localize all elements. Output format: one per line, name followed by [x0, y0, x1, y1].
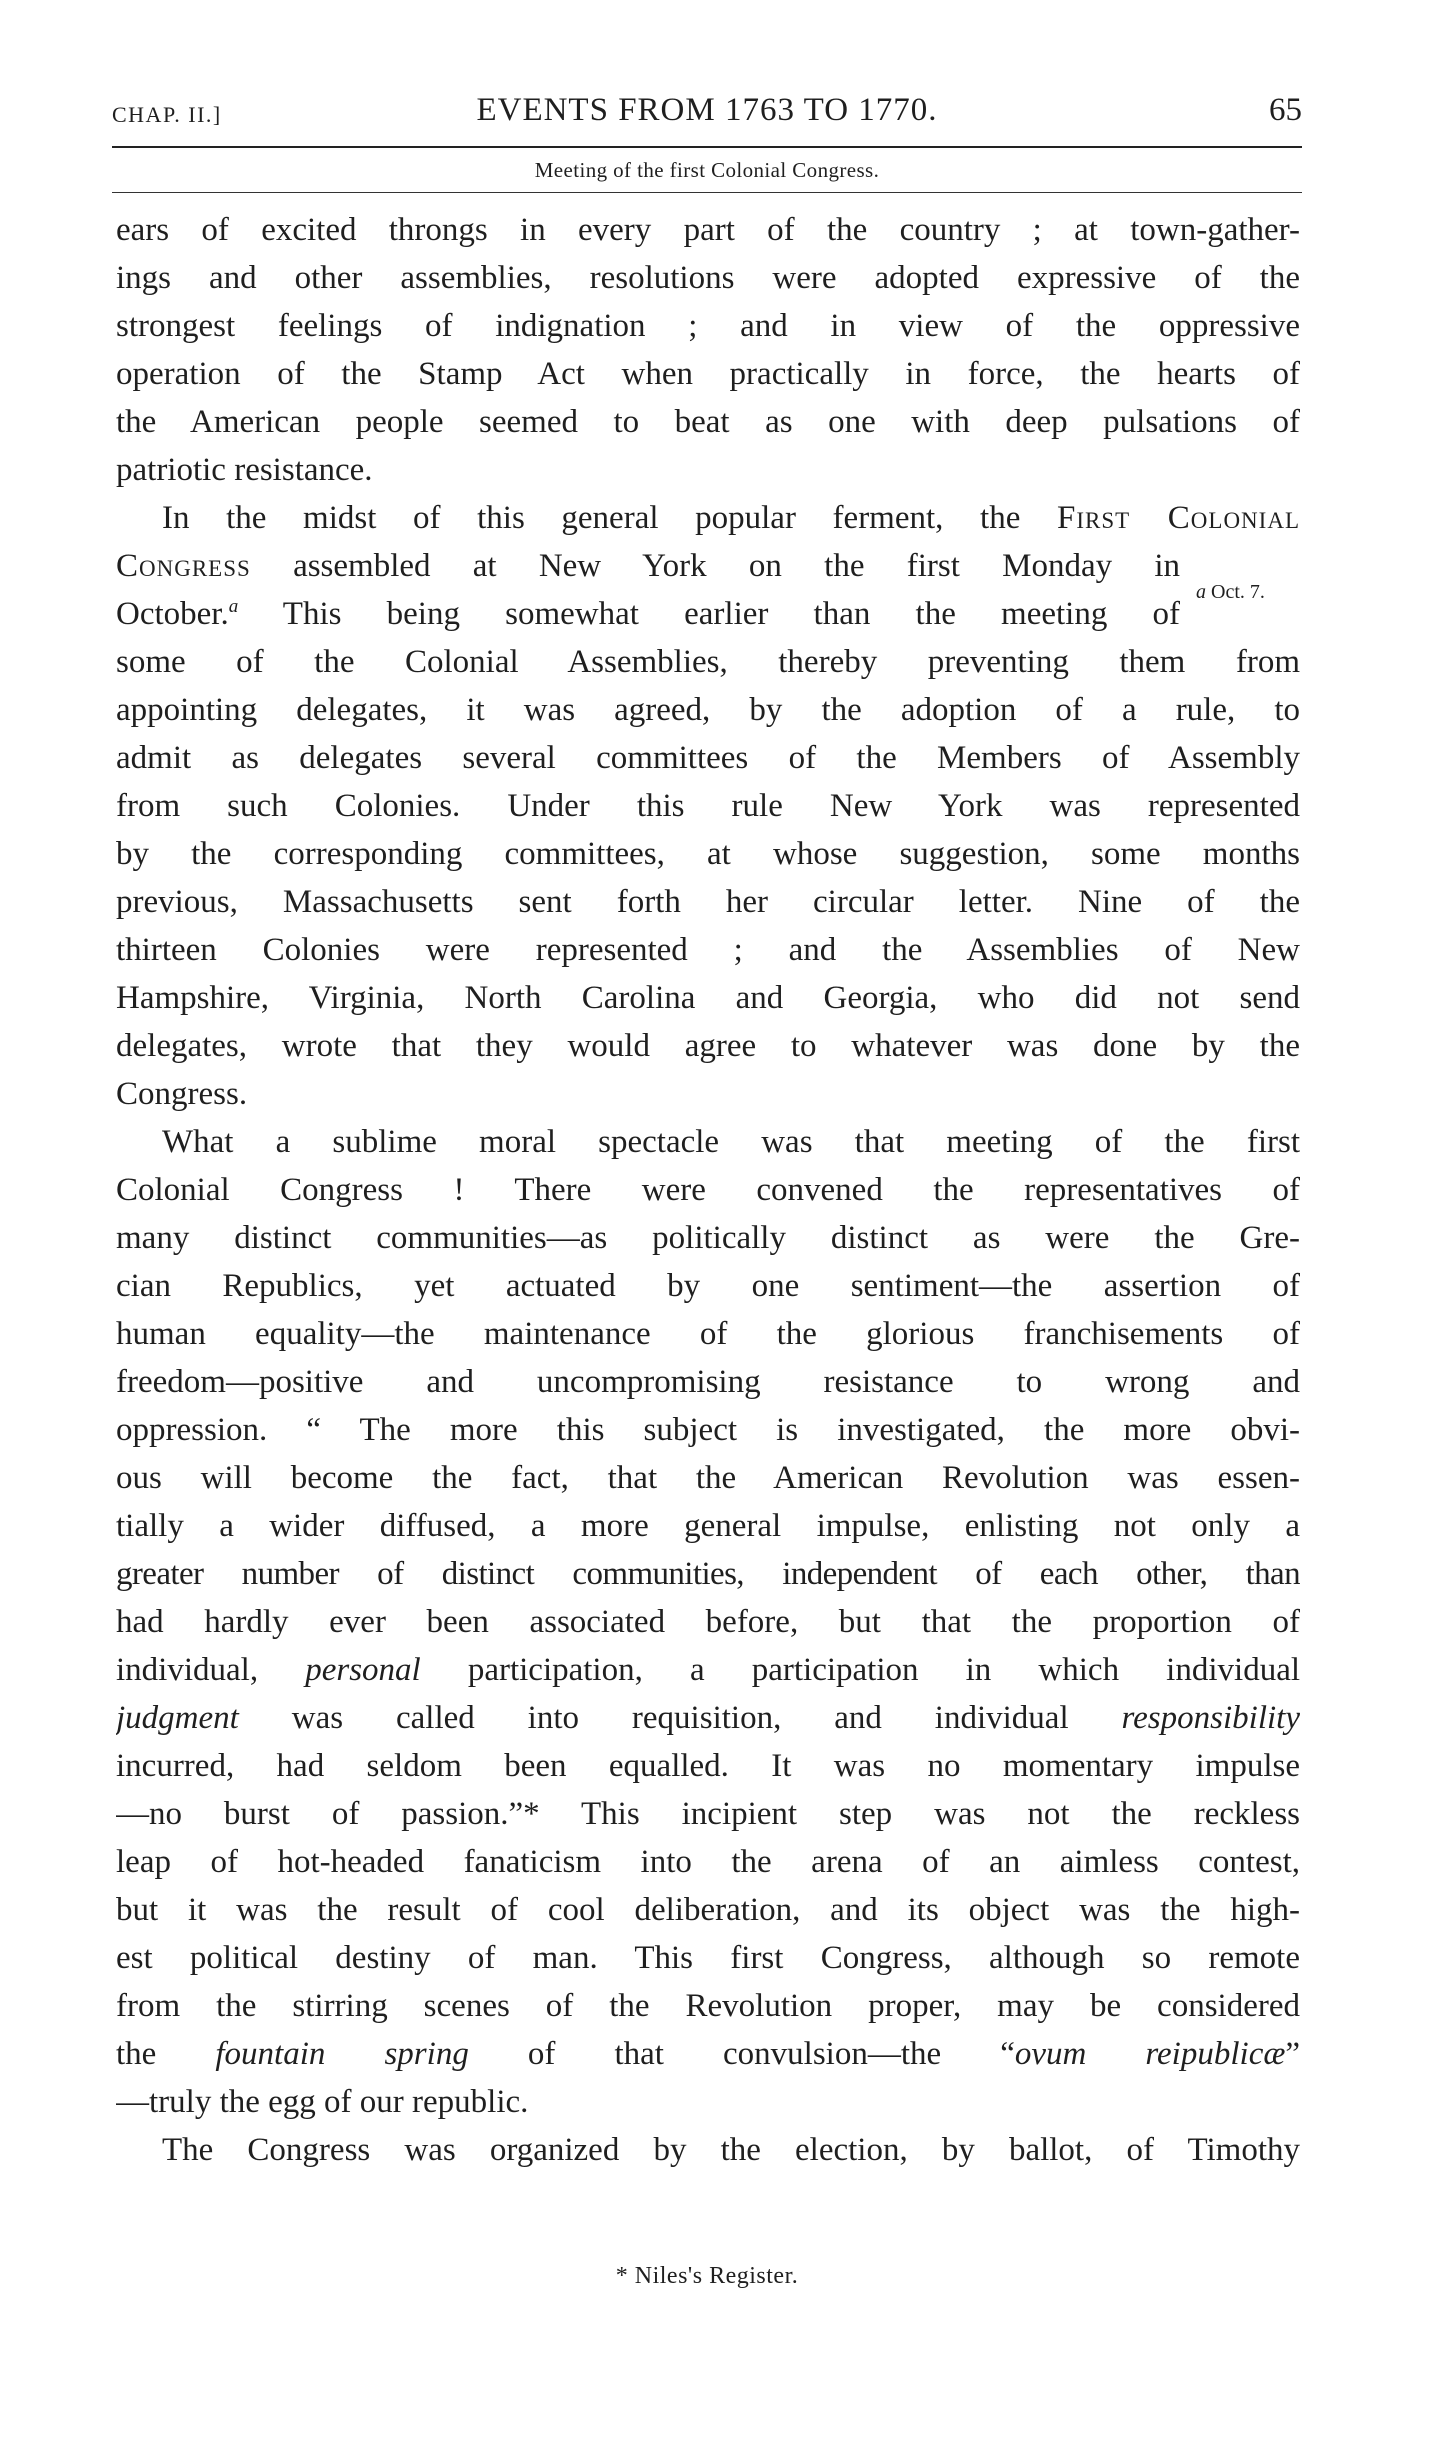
section-subheading: Meeting of the first Colonial Congress.	[534, 158, 880, 182]
text-line	[116, 2030, 1300, 2078]
text-run: ”	[1285, 2036, 1300, 2072]
text-line: ears of excited throngs in every part of the country ; at town-gather-	[116, 212, 1300, 248]
text-line: tially a wider diffused, a more general impulse, enlisting not only a	[116, 1508, 1300, 1544]
text-line: ous will become the fact, that the American Revolution was essen-	[116, 1460, 1300, 1496]
text-run: individual,	[116, 1652, 306, 1688]
italic-run: ovum reipublicæ	[1014, 2036, 1286, 2072]
text-run: of that convulsion—the “	[468, 2036, 1015, 2072]
text-line: Congress.	[116, 1076, 248, 1112]
body-text	[116, 206, 1300, 2174]
text-line: ings and other assemblies, resolutions were adopted expressive of the	[116, 260, 1300, 296]
text-line: but it was the result of cool deliberation, and its object was the high-	[116, 1892, 1300, 1928]
text-line	[116, 1646, 1300, 1694]
text-line: admit as delegates several committees of the Members of Assembly	[116, 740, 1300, 776]
italic-run: responsibility	[1121, 1700, 1300, 1736]
text-line: from such Colonies. Under this rule New York was represented	[116, 788, 1300, 824]
text-line: patriotic resistance.	[116, 452, 373, 488]
text-line: greater number of distinct communities, independent of each other, than	[116, 1556, 1300, 1592]
margin-note-text: Oct. 7.	[1211, 581, 1265, 603]
text-line: freedom—positive and uncompromising resistance to wrong and	[116, 1364, 1300, 1400]
text-line: thirteen Colonies were represented ; and the Assemblies of New	[116, 932, 1300, 968]
text-line: leap of hot-headed fanaticism into the arena of an aimless contest,	[116, 1844, 1300, 1880]
page-number: 65	[1269, 92, 1302, 128]
text-line: human equality—the maintenance of the glorious franchisements of	[116, 1316, 1300, 1352]
text-line: appointing delegates, it was agreed, by the adoption of a rule, to	[116, 692, 1300, 728]
text-line: Colonial Congress ! There were convened the representatives of	[116, 1172, 1300, 1208]
text-line: delegates, wrote that they would agree to whatever was done by the	[116, 1028, 1300, 1064]
text-run: This being somewhat earlier than the meeting of	[238, 596, 1180, 632]
text-line: cian Republics, yet actuated by one sentiment—the assertion of	[116, 1268, 1300, 1304]
text-run: the	[116, 2036, 216, 2072]
margin-note-marker: a	[1196, 581, 1206, 603]
text-run: October.	[116, 596, 229, 632]
text-run: was called into requisition, and individual	[238, 1700, 1122, 1736]
text-line	[116, 494, 1300, 542]
text-run: In the midst of this general popular ferment, the	[162, 500, 1057, 536]
text-line: had hardly ever been associated before, but that the proportion of	[116, 1604, 1300, 1640]
text-line: operation of the Stamp Act when practically in force, the hearts of	[116, 356, 1300, 392]
chapter-label: CHAP. II.]	[112, 102, 222, 127]
footnote: * Niles's Register.	[615, 2263, 799, 2289]
text-line	[116, 590, 1300, 638]
text-line: strongest feelings of indignation ; and in view of the oppressive	[116, 308, 1300, 344]
text-run: participation, a participation in which individual	[420, 1652, 1300, 1688]
text-line: What a sublime moral spectacle was that meeting of the first	[162, 1124, 1300, 1160]
text-line: by the corresponding committees, at whose suggestion, some months	[116, 836, 1300, 872]
small-caps-run: First Colonial	[1056, 500, 1300, 536]
text-line	[116, 1694, 1300, 1742]
text-line: Hampshire, Virginia, North Carolina and Georgia, who did not send	[116, 980, 1300, 1016]
header-rule	[112, 146, 1302, 148]
text-line: —truly the egg of our republic.	[116, 2084, 529, 2120]
text-line: est political destiny of man. This first Congress, although so remote	[116, 1940, 1300, 1976]
running-header	[112, 92, 1302, 138]
text-run: assembled at New York on the first Monday in	[250, 548, 1180, 584]
footnote-reference: a	[228, 596, 239, 617]
text-line: from the stirring scenes of the Revolution proper, may be considered	[116, 1988, 1300, 2024]
italic-run: fountain spring	[215, 2036, 469, 2072]
text-line: incurred, had seldom been equalled. It was no momentary impulse	[116, 1748, 1300, 1784]
subheading-rule	[112, 192, 1302, 193]
text-line: —no burst of passion.”* This incipient step was not the reckless	[116, 1796, 1300, 1832]
italic-run: personal	[305, 1652, 421, 1688]
text-line: oppression. “ The more this subject is investigated, the more obvi-	[116, 1412, 1300, 1448]
text-line: The Congress was organized by the election, by ballot, of Timothy	[162, 2132, 1300, 2168]
text-line: many distinct communities—as politically distinct as were the Gre-	[116, 1220, 1300, 1256]
text-line: some of the Colonial Assemblies, thereby preventing them from	[116, 644, 1300, 680]
text-line	[116, 542, 1300, 590]
running-title: EVENTS FROM 1763 TO 1770.	[476, 92, 938, 128]
italic-run: judgment	[116, 1700, 239, 1736]
text-line: the American people seemed to beat as one with deep pulsations of	[116, 404, 1300, 440]
text-line: previous, Massachusetts sent forth her circular letter. Nine of the	[116, 884, 1300, 920]
small-caps-run: Congress	[116, 548, 251, 584]
